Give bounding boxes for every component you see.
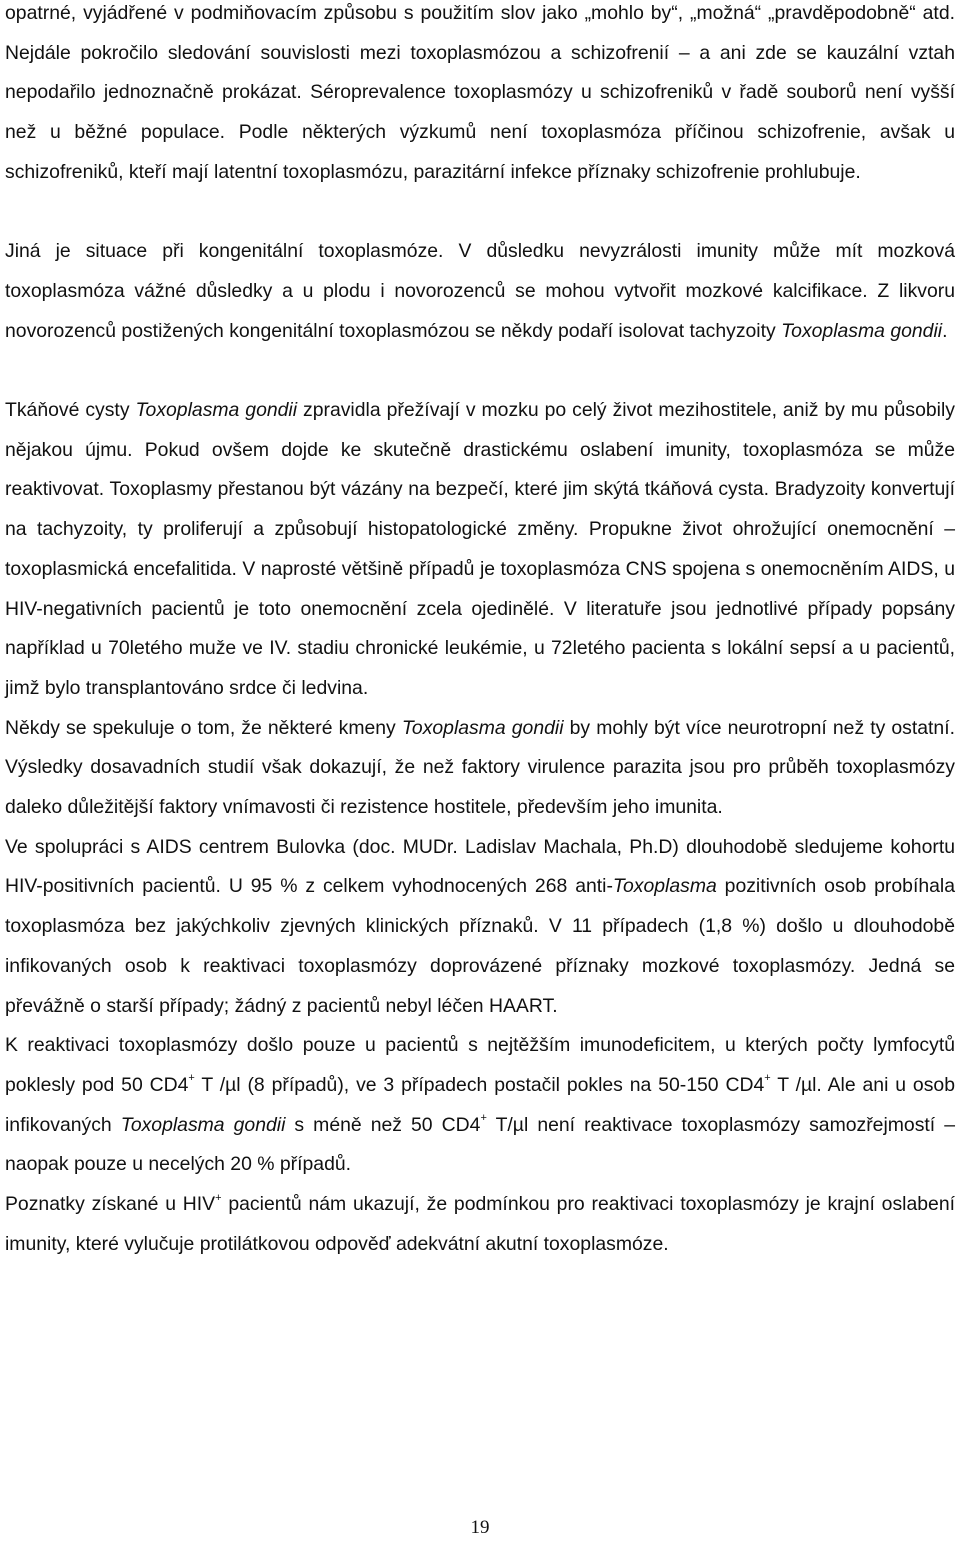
paragraph-schizophrenia bbox=[5, 0, 955, 193]
text-run: . bbox=[942, 319, 948, 342]
text-run: Jiná je situace při kongenitální toxoplasmóze. V důsledku nevyzrálosti imunity může mít mozková toxoplasmóza vážné důsledky a u plodu i novorozenců se mohou vytvořit mozkové kalcifikace. Z likvoru novorozenců postižených kongenitální toxoplasmózou se někdy podaří isolovat tachyzoity bbox=[5, 240, 955, 342]
text-run: opatrné, vyjádřené v podmiňovacím způsobu s použitím slov jako „mohlo by“, „možná“ „pravděpodobně“ atd. Nejdále pokročilo sledování souvislosti mezi toxoplasmózou a schizofrenií – a ani zde se kauzální vztah nepodařilo jednoznačně prokázat. Séroprevalence toxoplasmózy u schizofreniků v řadě souborů není vyšší než u běžné populace. Podle některých výzkumů není toxoplasmóza příčinou schizofrenie, avšak u schizofreniků, kteří mají latentní toxoplasmózu, parazitární infekce příznaky schizofrenie prohlubuje. bbox=[5, 2, 955, 183]
text-run: s méně než 50 CD4 bbox=[285, 1113, 481, 1136]
text-run: Ve spolupráci s AIDS centrem Bulovka (doc. MUDr. Ladislav Machala, Ph.D) dlouhodobě sledujeme kohortu HIV-positivních pacientů. U 95 % z celkem vyhodnocených 268 anti- bbox=[5, 835, 955, 898]
text-run: pozitivních osob probíhala toxoplasmóza bez jakýchkoliv zjevných klinických příznaků. V 11 případech (1,8 %) došlo u dlouhodobě infikovaných osob k reaktivaci toxoplasmózy doprovázené příznaky mozkové toxoplasmózy. Jedná se převážně o starší případy; žádný z pacientů nebyl léčen HAART. bbox=[5, 875, 955, 1017]
paragraph-aids-cohort bbox=[5, 828, 955, 1027]
paragraph-reactivation bbox=[5, 1026, 955, 1185]
paragraph-tissue-cysts bbox=[5, 391, 955, 709]
superscript: + bbox=[764, 1072, 771, 1085]
text-run: Poznatky získané u HIV bbox=[5, 1193, 216, 1216]
superscript: + bbox=[480, 1112, 487, 1125]
superscript: + bbox=[215, 1191, 222, 1204]
species-name: Toxoplasma gondii bbox=[401, 716, 564, 739]
species-name: Toxoplasma bbox=[612, 875, 717, 898]
text-run: T /µl. Ale ani u osob infikovaných bbox=[5, 1073, 955, 1136]
text-run: pacientů nám ukazují, že podmínkou pro reaktivaci toxoplasmózy je krajní oslabení imunity, které vylučuje protilátkovou odpověď adekvátní akutní toxoplasmóze. bbox=[5, 1193, 955, 1255]
text-run: by mohly být více neurotropní než ty ostatní. Výsledky dosavadních studií však dokazují, že než faktory virulence parazita jsou pro průběh toxoplasmózy daleko důležitější faktory vnímavosti či rezistence hostitele, především jeho imunita. bbox=[5, 716, 955, 819]
species-name: Toxoplasma gondii bbox=[120, 1113, 286, 1136]
text-run: K reaktivaci toxoplasmózy došlo pouze u pacientů s nejtěžším imunodeficitem, u kterých počty lymfocytů poklesly pod 50 CD4 bbox=[5, 1034, 955, 1096]
text-run: Někdy se spekuluje o tom, že některé kmeny bbox=[5, 716, 402, 739]
superscript: + bbox=[188, 1072, 195, 1085]
text-run: zpravidla přežívají v mozku po celý život mezihostitele, aniž by mu působily nějakou újmu. Pokud ovšem dojde ke skutečně drastickému oslabení imunity, toxoplasmóza se může reaktivovat. Toxoplasmy přestanou být vázány na bezpečí, které jim skýtá tkáňová cysta. Bradyzoity konvertují na tachyzoity, ty proliferují a způsobují histopatologické změny. Propukne život ohrožující onemocnění – toxoplasmická encefalitida. V naprosté většině případů je toxoplasmóza CNS spojena s onemocněním AIDS, u HIV-negativních pacientů je toto onemocnění zcela ojedinělé. V literatuře jsou jednotlivé případy popsány například u 70letého muže ve IV. stadiu chronické leukémie, u 72letého pacienta s lokální sepsí a u pacientů, jimž bylo transplantováno srdce či ledvina. bbox=[5, 399, 955, 699]
paragraph-congenital bbox=[5, 232, 955, 351]
paragraph-hiv-findings bbox=[5, 1185, 955, 1264]
species-name: Toxoplasma gondii bbox=[781, 319, 943, 342]
text-run: T /µl (8 případů), ve 3 případech postačil pokles na 50-150 CD4 bbox=[194, 1073, 765, 1096]
text-run: T/µl není reaktivace toxoplasmózy samozřejmostí – naopak pouze u necelých 20 % případů. bbox=[5, 1113, 956, 1176]
text-run: Tkáňové cysty bbox=[5, 399, 136, 421]
species-name: Toxoplasma gondii bbox=[135, 399, 298, 421]
paragraph-neurotropic-strains bbox=[5, 709, 955, 828]
page-number: 19 bbox=[470, 1517, 490, 1538]
document-page bbox=[5, 0, 955, 1264]
